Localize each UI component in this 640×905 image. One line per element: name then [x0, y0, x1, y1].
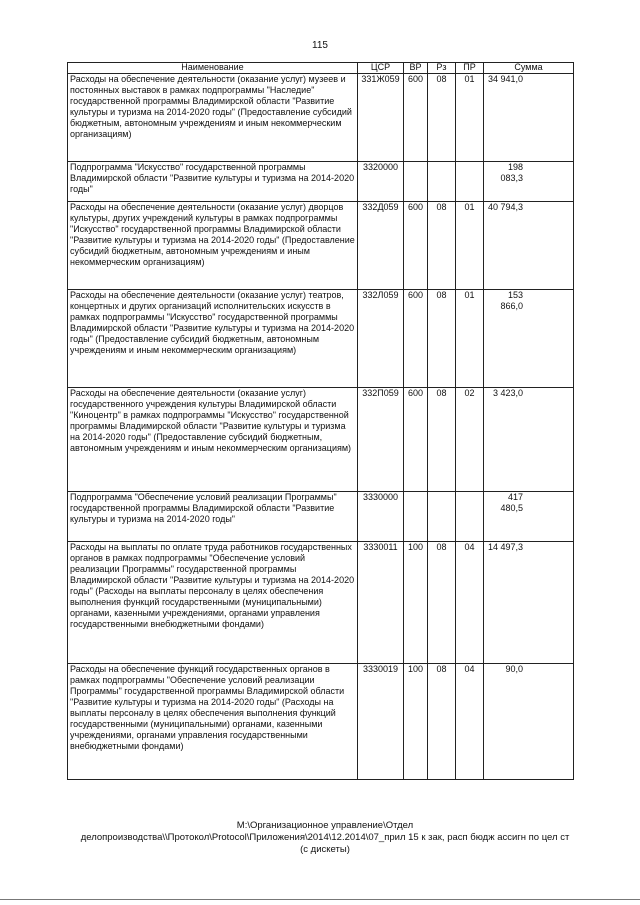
- row-pr: 01: [456, 202, 484, 290]
- row-sum: 34 941,0: [484, 74, 574, 162]
- row-vr: [404, 492, 428, 542]
- row-sum: 40 794,3: [484, 202, 574, 290]
- header-csr: ЦСР: [358, 63, 404, 74]
- page-number: 115: [312, 40, 328, 51]
- header-sum: Сумма: [484, 63, 574, 74]
- header-vr: ВР: [404, 63, 428, 74]
- row-rz: 08: [428, 202, 456, 290]
- row-vr: 600: [404, 74, 428, 162]
- table-row: [68, 162, 574, 202]
- bottom-rule: [0, 899, 640, 900]
- header-name: Наименование: [68, 63, 358, 74]
- row-pr: 01: [456, 290, 484, 388]
- row-rz: [428, 492, 456, 542]
- row-name: Расходы на обеспечение деятельности (оказание услуг) театров, концертных и других организаций исполнительских искусств в рамках подпрограммы "Искусство" государственной программы Владимирской области "Развитие культуры и туризма на 2014-2020 годы" (Предоставление субсидий бюджетным, автономным учреждениям и иным некоммерческим организациям): [68, 290, 358, 388]
- budget-table: [67, 62, 574, 780]
- row-csr: 332Л059: [358, 290, 404, 388]
- row-rz: 08: [428, 664, 456, 780]
- row-sum: 90,0: [484, 664, 574, 780]
- row-csr: 332П059: [358, 388, 404, 492]
- file-path-footer: [30, 820, 620, 856]
- row-sum: 417 480,5: [484, 492, 574, 542]
- table-row: [68, 492, 574, 542]
- footer-line-1: М:\Организационное управление\Отдел: [236, 820, 414, 831]
- row-pr: 02: [456, 388, 484, 492]
- row-pr: [456, 162, 484, 202]
- row-vr: 600: [404, 202, 428, 290]
- row-rz: 08: [428, 388, 456, 492]
- row-pr: 04: [456, 542, 484, 664]
- row-vr: 600: [404, 290, 428, 388]
- row-name: Расходы на обеспечение деятельности (оказание услуг) государственного учреждения культуры Владимирской области "Киноцентр" в рамках подпрограммы "Искусство" государственной программы Владимирской области "Развитие культуры и туризма на 2014-2020 годы" (Предоставление субсидий бюджетным, автономным учреждениям и иным некоммерческим организациям): [68, 388, 358, 492]
- row-csr: 3330000: [358, 492, 404, 542]
- row-csr: 331Ж059: [358, 74, 404, 162]
- row-name: Подпрограмма "Искусство" государственной программы Владимирской области "Развитие культуры и туризма на 2014-2020 годы": [68, 162, 358, 202]
- row-csr: 3330019: [358, 664, 404, 780]
- row-pr: 04: [456, 664, 484, 780]
- header-pr: ПР: [456, 63, 484, 74]
- footer-line-3: (с дискеты): [300, 844, 350, 855]
- table-header-row: [68, 63, 574, 74]
- row-pr: [456, 492, 484, 542]
- row-name: Расходы на обеспечение функций государственных органов в рамках подпрограммы "Обеспечение условий реализации Программы" государственной программы Владимирской области "Развитие культуры и туризма на 2014-2020 годы" (Расходы на выплаты персоналу в целях обеспечения выполнения функций государственными (муниципальными) органами, казенными учреждениями, органами управления государственными внебюджетными фондами): [68, 664, 358, 780]
- row-sum: 14 497,3: [484, 542, 574, 664]
- row-csr: 3320000: [358, 162, 404, 202]
- row-vr: 100: [404, 542, 428, 664]
- row-name: Расходы на выплаты по оплате труда работников государственных органов в рамках подпрограммы "Обеспечение условий реализации Программы" государственной программы Владимирской области "Развитие культуры и туризма на 2014-2020 годы" (Расходы на выплаты персоналу в целях обеспечения выполнения функций государственными (муниципальными) органами, казенными учреждениями, органами управления государственными внебюджетными фондами): [68, 542, 358, 664]
- header-rz: Рз: [428, 63, 456, 74]
- row-rz: 08: [428, 74, 456, 162]
- row-name: Подпрограмма "Обеспечение условий реализации Программы" государственной программы Владимирской области "Развитие культуры и туризма на 2014-2020 годы": [68, 492, 358, 542]
- table-row: [68, 388, 574, 492]
- row-csr: 3330011: [358, 542, 404, 664]
- row-csr: 332Д059: [358, 202, 404, 290]
- row-vr: 100: [404, 664, 428, 780]
- table-row: [68, 290, 574, 388]
- row-name: Расходы на обеспечение деятельности (оказание услуг) дворцов культуры, других учреждений культуры в рамках подпрограммы "Искусство" государственной программы Владимирской области "Развитие культуры и туризма на 2014-2020 годы" (Предоставление субсидий бюджетным, автономным учреждениям и иным некоммерческим организациям): [68, 202, 358, 290]
- row-sum: 153 866,0: [484, 290, 574, 388]
- row-pr: 01: [456, 74, 484, 162]
- footer-line-2: делопроизводства\\Протокол\Protocol\Приложения\2014\12.2014\07_прил 15 к зак, расп бюдж ассигн по цел ст: [80, 832, 570, 843]
- table-row: [68, 542, 574, 664]
- row-rz: [428, 162, 456, 202]
- row-sum: 198 083,3: [484, 162, 574, 202]
- row-rz: 08: [428, 290, 456, 388]
- row-sum: 3 423,0: [484, 388, 574, 492]
- table-row: [68, 74, 574, 162]
- row-vr: 600: [404, 388, 428, 492]
- table-row: [68, 202, 574, 290]
- row-vr: [404, 162, 428, 202]
- table-row: [68, 664, 574, 780]
- row-name: Расходы на обеспечение деятельности (оказание услуг) музеев и постоянных выставок в рамках подпрограммы "Наследие" государственной программы Владимирской области "Развитие культуры и туризма на 2014-2020 годы" (Предоставление субсидий бюджетным, автономным учреждениям и иным некоммерческим организациям): [68, 74, 358, 162]
- row-rz: 08: [428, 542, 456, 664]
